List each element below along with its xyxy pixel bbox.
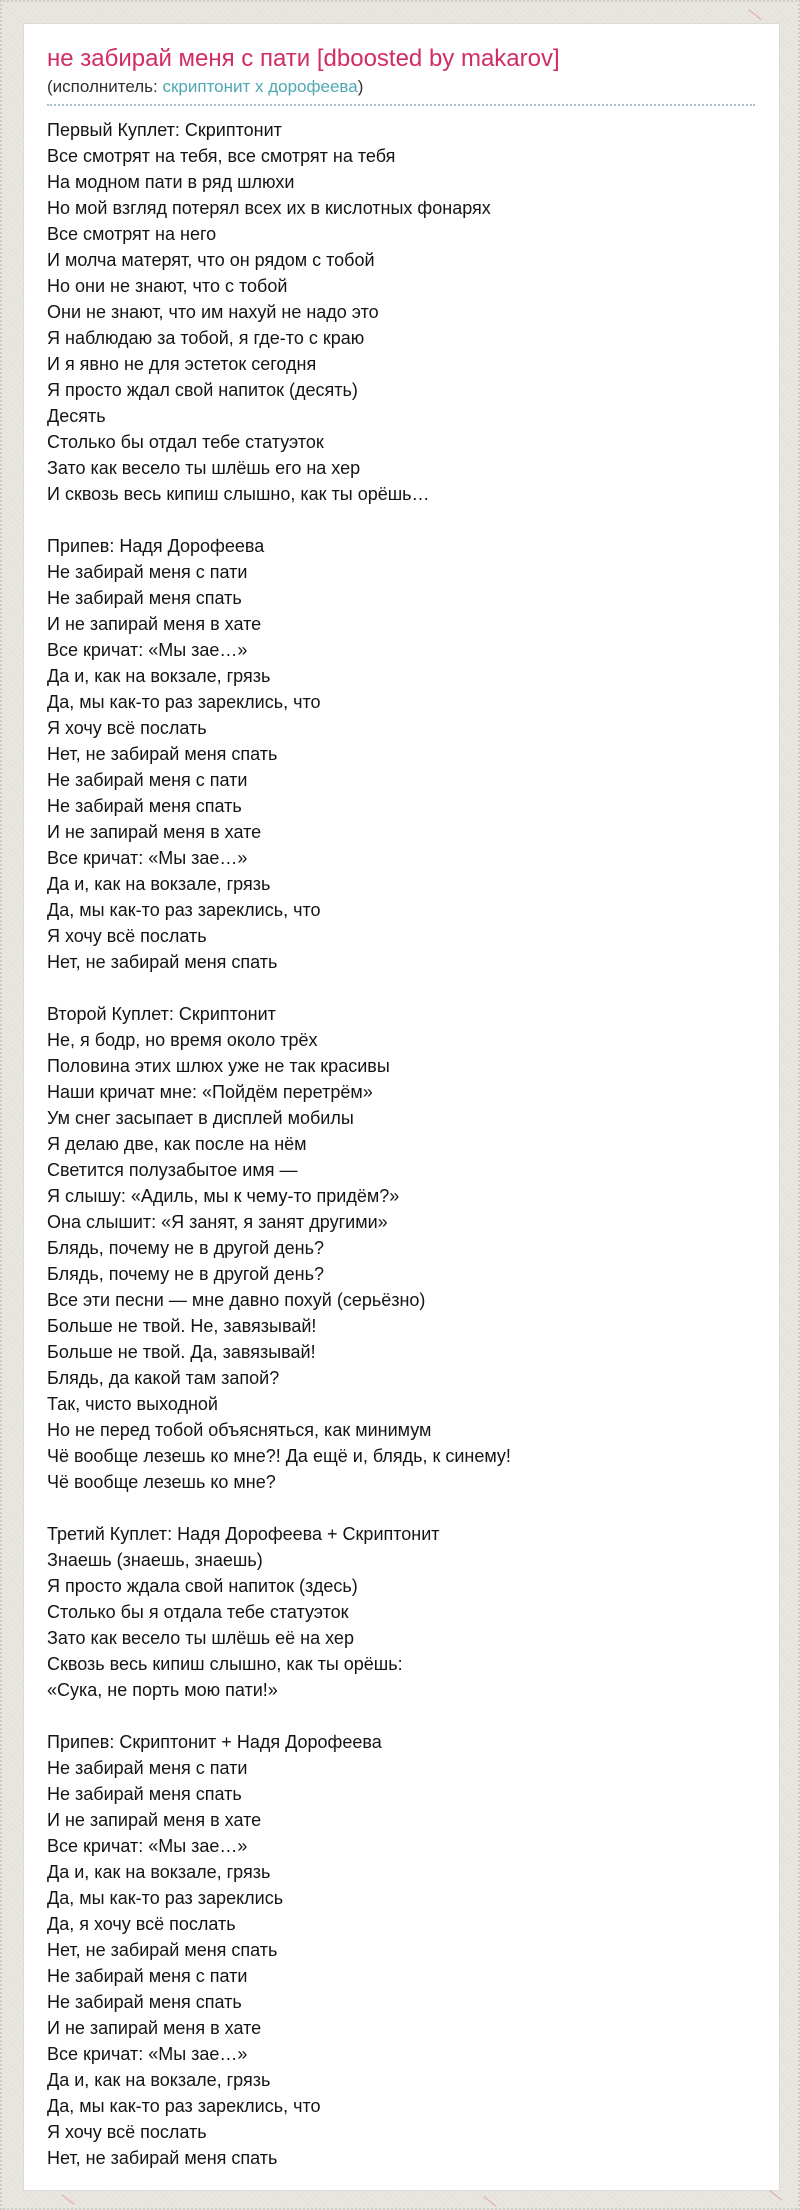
lyrics-line: Больше не твой. Да, завязывай! xyxy=(47,1342,316,1362)
lyrics-line: Не забирай меня с пати xyxy=(47,770,248,790)
lyrics-line: Нет, не забирай меня спать xyxy=(47,952,278,972)
lyrics-block xyxy=(47,533,755,975)
lyrics-line: Да и, как на вокзале, грязь xyxy=(47,2070,271,2090)
song-title: не забирай меня с пати [dboosted by makarov] xyxy=(47,45,560,72)
lyrics-line: Все кричат: «Мы зае…» xyxy=(47,640,248,660)
lyrics-line: И сквозь весь кипиш слышно, как ты орёшь… xyxy=(47,484,430,504)
lyrics-line: Да, мы как-то раз зареклись, что xyxy=(47,900,321,920)
lyrics-line: Я наблюдаю за тобой, я где-то с краю xyxy=(47,328,365,348)
lyrics-line: И не запирай меня в хате xyxy=(47,2018,262,2038)
lyrics-line: Десять xyxy=(47,406,106,426)
lyrics-line: Сквозь весь кипиш слышно, как ты орёшь: xyxy=(47,1654,403,1674)
lyrics-line: Все кричат: «Мы зае…» xyxy=(47,1836,248,1856)
lyrics-line: Третий Куплет: Надя Дорофеева + Скриптонит xyxy=(47,1524,440,1544)
lyrics-line: Все смотрят на тебя, все смотрят на тебя xyxy=(47,146,396,166)
lyrics-line: И не запирай меня в хате xyxy=(47,822,262,842)
lyrics-line: На модном пати в ряд шлюхи xyxy=(47,172,295,192)
lyrics-line: Ум снег засыпает в дисплей мобилы xyxy=(47,1108,354,1128)
lyrics-line: Не забирай меня спать xyxy=(47,1784,242,1804)
lyrics-line: «Сука, не порть мою пати!» xyxy=(47,1680,278,1700)
lyrics-line: Столько бы я отдала тебе статуэток xyxy=(47,1602,349,1622)
lyrics-line: Все эти песни — мне давно похуй (серьёзно) xyxy=(47,1290,426,1310)
lyrics-text xyxy=(47,117,755,2171)
lyrics-line: Я слышу: «Адиль, мы к чему-то придём?» xyxy=(47,1186,400,1206)
lyrics-line: Я хочу всё послать xyxy=(47,718,207,738)
lyrics-line: Блядь, почему не в другой день? xyxy=(47,1264,324,1284)
lyrics-line: Припев: Надя Дорофеева xyxy=(47,536,265,556)
lyrics-line: И я явно не для эстеток сегодня xyxy=(47,354,317,374)
lyrics-block xyxy=(47,117,755,507)
lyrics-line: Я хочу всё послать xyxy=(47,926,207,946)
lyrics-line: Но мой взгляд потерял всех их в кислотных фонарях xyxy=(47,198,491,218)
lyrics-line: Я хочу всё послать xyxy=(47,2122,207,2142)
lyrics-line: Зато как весело ты шлёшь его на хер xyxy=(47,458,361,478)
lyrics-line: Все кричат: «Мы зае…» xyxy=(47,2044,248,2064)
lyrics-line: Нет, не забирай меня спать xyxy=(47,2148,278,2168)
lyrics-line: Половина этих шлюх уже не так красивы xyxy=(47,1056,390,1076)
lyrics-line: Больше не твой. Не, завязывай! xyxy=(47,1316,317,1336)
lyrics-line: Не, я бодр, но время около трёх xyxy=(47,1030,318,1050)
texture-scratch xyxy=(61,2194,74,2205)
lyrics-line: Не забирай меня с пати xyxy=(47,562,248,582)
lyrics-line: Они не знают, что им нахуй не надо это xyxy=(47,302,379,322)
lyrics-line: Так, чисто выходной xyxy=(47,1394,218,1414)
lyrics-block xyxy=(47,1001,755,1495)
lyrics-line: Нет, не забирай меня спать xyxy=(47,1940,278,1960)
lyrics-block xyxy=(47,1729,755,2171)
lyrics-line: Но они не знают, что с тобой xyxy=(47,276,288,296)
lyrics-line: Не забирай меня с пати xyxy=(47,1966,248,1986)
lyrics-line: Я просто ждала свой напиток (здесь) xyxy=(47,1576,358,1596)
lyrics-card xyxy=(23,23,780,2191)
lyrics-line: Припев: Скриптонит + Надя Дорофеева xyxy=(47,1732,382,1752)
lyrics-line: Не забирай меня спать xyxy=(47,1992,242,2012)
lyrics-line: Блядь, почему не в другой день? xyxy=(47,1238,324,1258)
artist-label-close: ) xyxy=(357,77,364,96)
artist-link[interactable]: скриптонит х дорофеева xyxy=(162,77,358,96)
lyrics-line: Столько бы отдал тебе статуэток xyxy=(47,432,324,452)
artist-label: (исполнитель: xyxy=(47,77,158,96)
lyrics-line: Да и, как на вокзале, грязь xyxy=(47,666,271,686)
lyrics-line: И не запирай меня в хате xyxy=(47,1810,262,1830)
lyrics-line: Да и, как на вокзале, грязь xyxy=(47,1862,271,1882)
lyrics-line: Светится полузабытое имя — xyxy=(47,1160,298,1180)
lyrics-line: Зато как весело ты шлёшь её на хер xyxy=(47,1628,354,1648)
lyrics-line: Не забирай меня с пати xyxy=(47,1758,248,1778)
lyrics-line: Да, я хочу всё послать xyxy=(47,1914,236,1934)
texture-scratch xyxy=(748,9,761,20)
lyrics-block xyxy=(47,1521,755,1703)
lyrics-line: Чё вообще лезешь ко мне? xyxy=(47,1472,276,1492)
lyrics-line: Да, мы как-то раз зареклись xyxy=(47,1888,284,1908)
lyrics-line: Но не перед тобой объясняться, как минимум xyxy=(47,1420,432,1440)
lyrics-line: Блядь, да какой там запой? xyxy=(47,1368,280,1388)
lyrics-line: Нет, не забирай меня спать xyxy=(47,744,278,764)
lyrics-line: И молча матерят, что он рядом с тобой xyxy=(47,250,375,270)
lyrics-line: Все смотрят на него xyxy=(47,224,217,244)
lyrics-line: Я просто ждал свой напиток (десять) xyxy=(47,380,358,400)
lyrics-line: Да и, как на вокзале, грязь xyxy=(47,874,271,894)
lyrics-line: Все кричат: «Мы зае…» xyxy=(47,848,248,868)
lyrics-line: Не забирай меня спать xyxy=(47,588,242,608)
lyrics-line: Она слышит: «Я занят, я занят другими» xyxy=(47,1212,388,1232)
lyrics-line: Второй Куплет: Скриптонит xyxy=(47,1004,276,1024)
lyrics-line: Не забирай меня спать xyxy=(47,796,242,816)
lyrics-line: Первый Куплет: Скриптонит xyxy=(47,120,282,140)
lyrics-line: Я делаю две, как после на нём xyxy=(47,1134,307,1154)
artist-line xyxy=(47,76,755,106)
lyrics-line: Чё вообще лезешь ко мне?! Да ещё и, блядь, к синему! xyxy=(47,1446,511,1466)
lyrics-line: Да, мы как-то раз зареклись, что xyxy=(47,692,321,712)
texture-scratch xyxy=(483,2196,496,2207)
texture-scratch xyxy=(769,2190,782,2201)
lyrics-line: Наши кричат мне: «Пойдём перетрём» xyxy=(47,1082,373,1102)
lyrics-line: Да, мы как-то раз зареклись, что xyxy=(47,2096,321,2116)
lyrics-line: И не запирай меня в хате xyxy=(47,614,262,634)
lyrics-line: Знаешь (знаешь, знаешь) xyxy=(47,1550,263,1570)
